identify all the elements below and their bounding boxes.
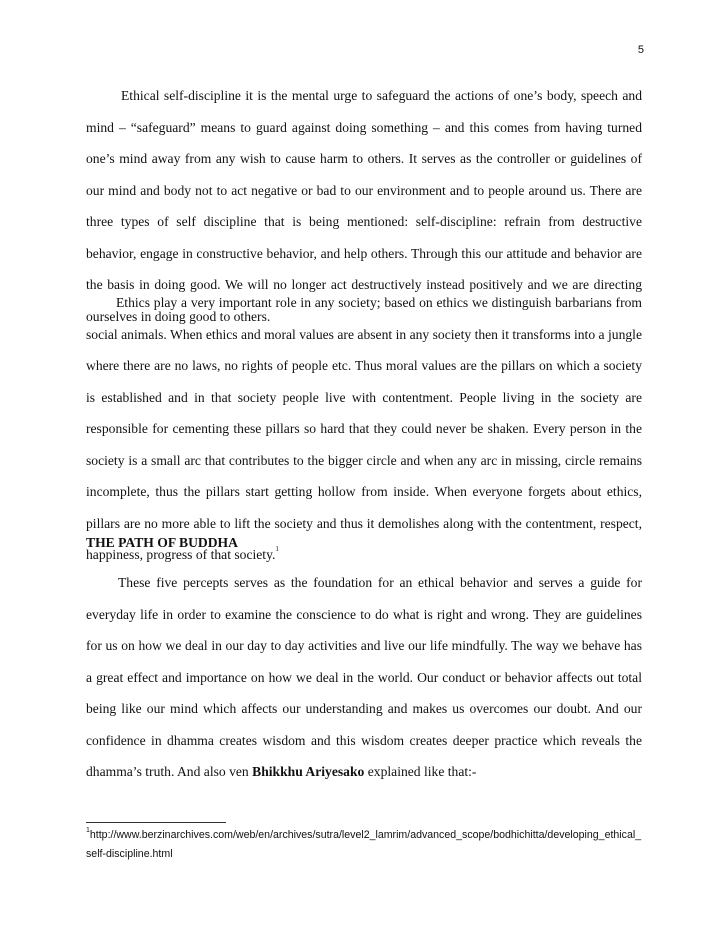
- paragraph-text-tail: explained like that:-: [367, 764, 477, 779]
- footnote-reference: 1: [275, 545, 279, 554]
- footnote: [86, 826, 646, 864]
- author-name: Bhikkhu Ariyesako: [252, 764, 365, 779]
- footnote-url: http://www.berzinarchives.com/web/en/archives/sutra/level2_lamrim/advanced_scope/bodhichitta/developing_ethical_self-discipline.html: [86, 829, 642, 860]
- page-number: 5: [637, 44, 644, 56]
- section-heading: THE PATH OF BUDDHA: [86, 535, 238, 550]
- paragraph-text: These five percepts serves as the foundation for an ethical behavior and serves a guide for everyday life in order to examine the conscience to do what is right and wrong. They are guidelines for us on how we deal in our day to day activities and live our life mindfully. The way we behave has a great effect and importance on how we deal in the world. Our conduct or behavior affects out total being like our mind which affects our understanding and makes us overcomes our doubt. And our confidence in dhamma creates wisdom and this wisdom creates deeper practice which reveals the dhamma’s truth. And also ven: [86, 575, 642, 779]
- paragraph-text: Ethics play a very important role in any society; based on ethics we distinguish barbarians from social animals. When ethics and moral values are absent in any society then it transforms into a jungle where there are no laws, no rights of people etc. Thus moral values are the pillars on which a society is established and in that society people live with contentment. People living in the society are responsible for cementing these pillars so hard that they could never be shaken. Every person in the society is a small arc that contributes to the bigger circle and when any arc in missing, circle remains incomplete, thus the pillars start getting hollow from inside. When everyone forgets about ethics, pillars are no more able to lift the society and thus it demolishes along with the contentment, respect, happiness, progress of that society.: [86, 295, 642, 562]
- paragraph-five-precepts: [86, 567, 642, 788]
- footnote-divider: [86, 822, 226, 823]
- footnote-mark: 1: [86, 827, 90, 835]
- paragraph-text: Ethical self-discipline it is the mental urge to safeguard the actions of one’s body, speech and mind – “safeguard” means to guard against doing something – and this comes from having turned one’s mind away from any wish to cause harm to others. It serves as the controller or guidelines of our mind and body not to act negative or bad to our environment and to people around us. There are three types of self discipline that is being mentioned: self-discipline: refrain from destructive behavior, engage in constructive behavior, and help others. Through this our attitude and behavior are the basis in doing good. We will no longer act destructively instead positively and we are directing ourselves in doing good to others.: [86, 88, 642, 324]
